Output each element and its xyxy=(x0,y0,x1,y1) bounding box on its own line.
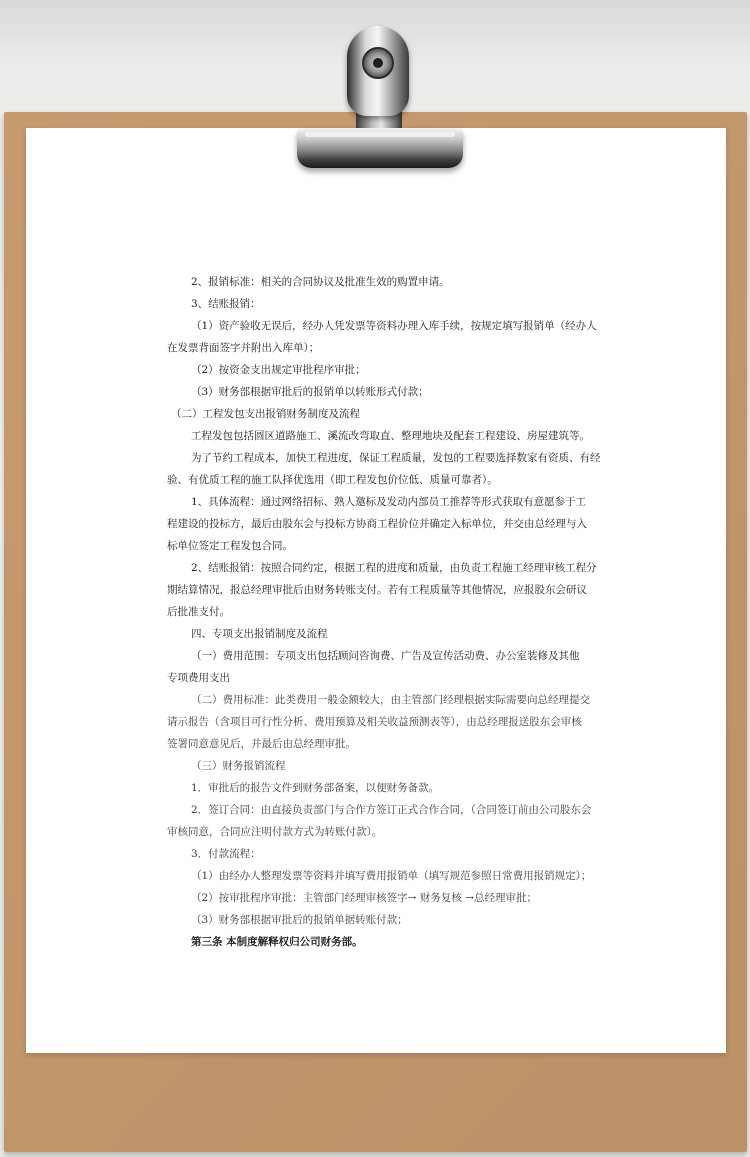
binder-clip-base xyxy=(297,128,463,168)
doc-line: （3）财务部根据审批后的报销单以转账形式付款； xyxy=(191,386,429,398)
doc-line: （1）由经办人整理发票等资料并填写费用报销单（填写规范参照日常费用报销规定）； xyxy=(191,870,592,882)
doc-line: 2、报销标准：相关的合同协议及批准生效的购置申请。 xyxy=(191,276,450,288)
doc-line: （3）财务部根据审批后的报销单据转账付款； xyxy=(191,914,408,926)
binder-clip-ring xyxy=(347,26,409,116)
doc-line: 1．审批后的报告文件到财务部备案，以便财务备款。 xyxy=(191,782,440,794)
doc-line: 2、结账报销：按照合同约定，根据工程的进度和质量，由负责工程施工经理审核工程分 xyxy=(191,562,597,574)
doc-heading: 四、专项支出报销制度及流程 xyxy=(191,628,328,640)
doc-line: （1）资产验收无误后，经办人凭发票等资料办理入库手续，按规定填写报销单（经办人 xyxy=(191,320,597,332)
doc-line: （2）按资金支出规定审批程序审批； xyxy=(191,364,366,376)
doc-line: 3．付款流程： xyxy=(191,848,261,860)
doc-line: （一）费用范围：专项支出包括顾问咨询费、广告及宣传活动费、办公室装修及其他 xyxy=(191,650,580,662)
doc-line: 标单位签定工程发包合同。 xyxy=(167,540,293,552)
doc-line: 工程发包包括圆区道路施工、溪流改弯取直、整理地块及配套工程建设、房屋建筑等。 xyxy=(191,430,590,442)
doc-line: 2．签订合同：由直接负责部门与合作方签订正式合作合同，（合同签订前由公司股东会 xyxy=(191,804,592,816)
doc-line: 专项费用支出 xyxy=(167,672,230,684)
doc-line: 在发票背面签字并附出入库单）； xyxy=(167,342,320,354)
doc-line: 签署同意意见后，并最后由总经理审批。 xyxy=(167,738,356,750)
doc-line: 程建设的投标方，最后由股东会与投标方协商工程价位并确定入标单位，并交由总经理与入 xyxy=(167,518,587,530)
doc-line: 审核同意，合同应注明付款方式为转账付款）。 xyxy=(167,826,383,838)
doc-heading: （三）财务报销流程 xyxy=(191,760,286,772)
doc-line: 期结算情况，报总经理审批后由财务转账支付。若有工程质量等其他情况，应报股东会研议 xyxy=(167,584,587,596)
doc-line: 后批准支付。 xyxy=(167,606,230,618)
clip-hole xyxy=(362,47,394,79)
doc-line: 3、结账报销： xyxy=(191,298,261,310)
doc-line: 请示报告（含项目可行性分析、费用预算及相关收益预测表等），由总经理报送股东会审核 xyxy=(167,716,582,728)
doc-line: 1、具体流程：通过网络招标、熟人邀标及发动内部员工推荐等形式获取有意愿参于工 xyxy=(191,496,587,508)
doc-line: 验、有优质工程的施工队择优选用（即工程发包价位低、质量可靠者）。 xyxy=(167,474,498,486)
doc-closing-article: 第三条 本制度解释权归公司财务部。 xyxy=(191,936,363,948)
doc-line: （2）按审批程序审批：主管部门经理审核签字→ 财务复核 →总经理审批； xyxy=(191,892,537,904)
doc-line: 为了节约工程成本，加快工程进度，保证工程质量，发包的工程要选择数家有资质、有经 xyxy=(191,452,601,464)
doc-line: （二）费用标准：此类费用一般金额较大，由主管部门经理根据实际需要向总经理提交 xyxy=(191,694,590,706)
doc-heading: （二）工程发包支出报销财务制度及流程 xyxy=(171,408,360,420)
